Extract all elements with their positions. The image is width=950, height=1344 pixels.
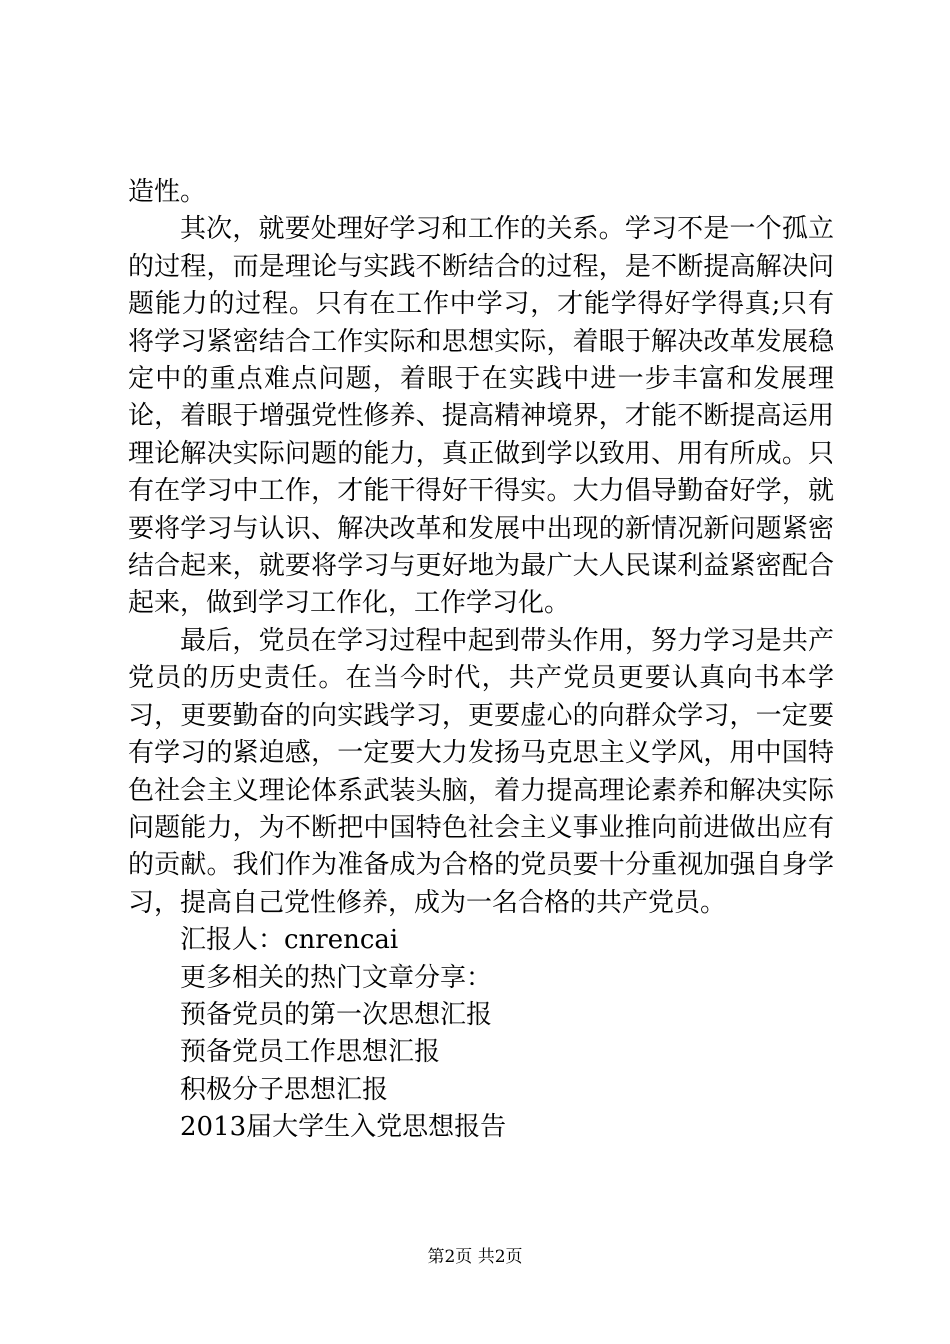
document-body (128, 174, 834, 1147)
paragraph-finally: 最后，党员在学习过程中起到带头作用，努力学习是共产党员的历史责任。在当今时代，共产党员更要认真向书本学习，更要勤奋的向实践学习，更要虚心的向群众学习，一定要有学习的紧迫感，一定要大力发扬马克思主义学风，用中国特色社会主义理论体系武装头脑，着力提高理论素养和解决实际问题能力，为不断把中国特色社会主义事业推向前进做出应有的贡献。我们作为准备成为合格的党员要十分重视加强自身学习，提高自己党性修养，成为一名合格的共产党员。 (128, 625, 834, 918)
paragraph-continuation: 造性。 (128, 177, 207, 207)
related-article-link[interactable]: 积极分子思想汇报 (180, 1074, 389, 1105)
related-article-link[interactable]: 预备党员工作思想汇报 (180, 1037, 441, 1068)
related-article-link[interactable]: 预备党员的第一次思想汇报 (180, 999, 493, 1030)
related-articles-heading: 更多相关的热门文章分享： (180, 962, 493, 993)
reporter-line: 汇报人：cnrencai (180, 925, 399, 956)
related-article-link[interactable]: 2013届大学生入党思想报告 (180, 1112, 507, 1143)
paragraph-secondly: 其次，就要处理好学习和工作的关系。学习不是一个孤立的过程，而是理论与实践不断结合的过程，是不断提高解决问题能力的过程。只有在工作中学习，才能学得好学得真;只有将学习紧密结合工作实际和思想实际，着眼于解决改革发展稳定中的重点难点问题，着眼于在实践中进一步丰富和发展理论，着眼于增强党性修养、提高精神境界，才能不断提高运用理论解决实际问题的能力，真正做到学以致用、用有所成。只有在学习中工作，才能干得好干得实。大力倡导勤奋好学，就要将学习与认识、解决改革和发展中出现的新情况新问题紧密结合起来，就要将学习与更好地为最广大人民谋利益紧密配合起来，做到学习工作化，工作学习化。 (128, 214, 834, 619)
page-number-footer: 第2页 共2页 (427, 1247, 523, 1267)
